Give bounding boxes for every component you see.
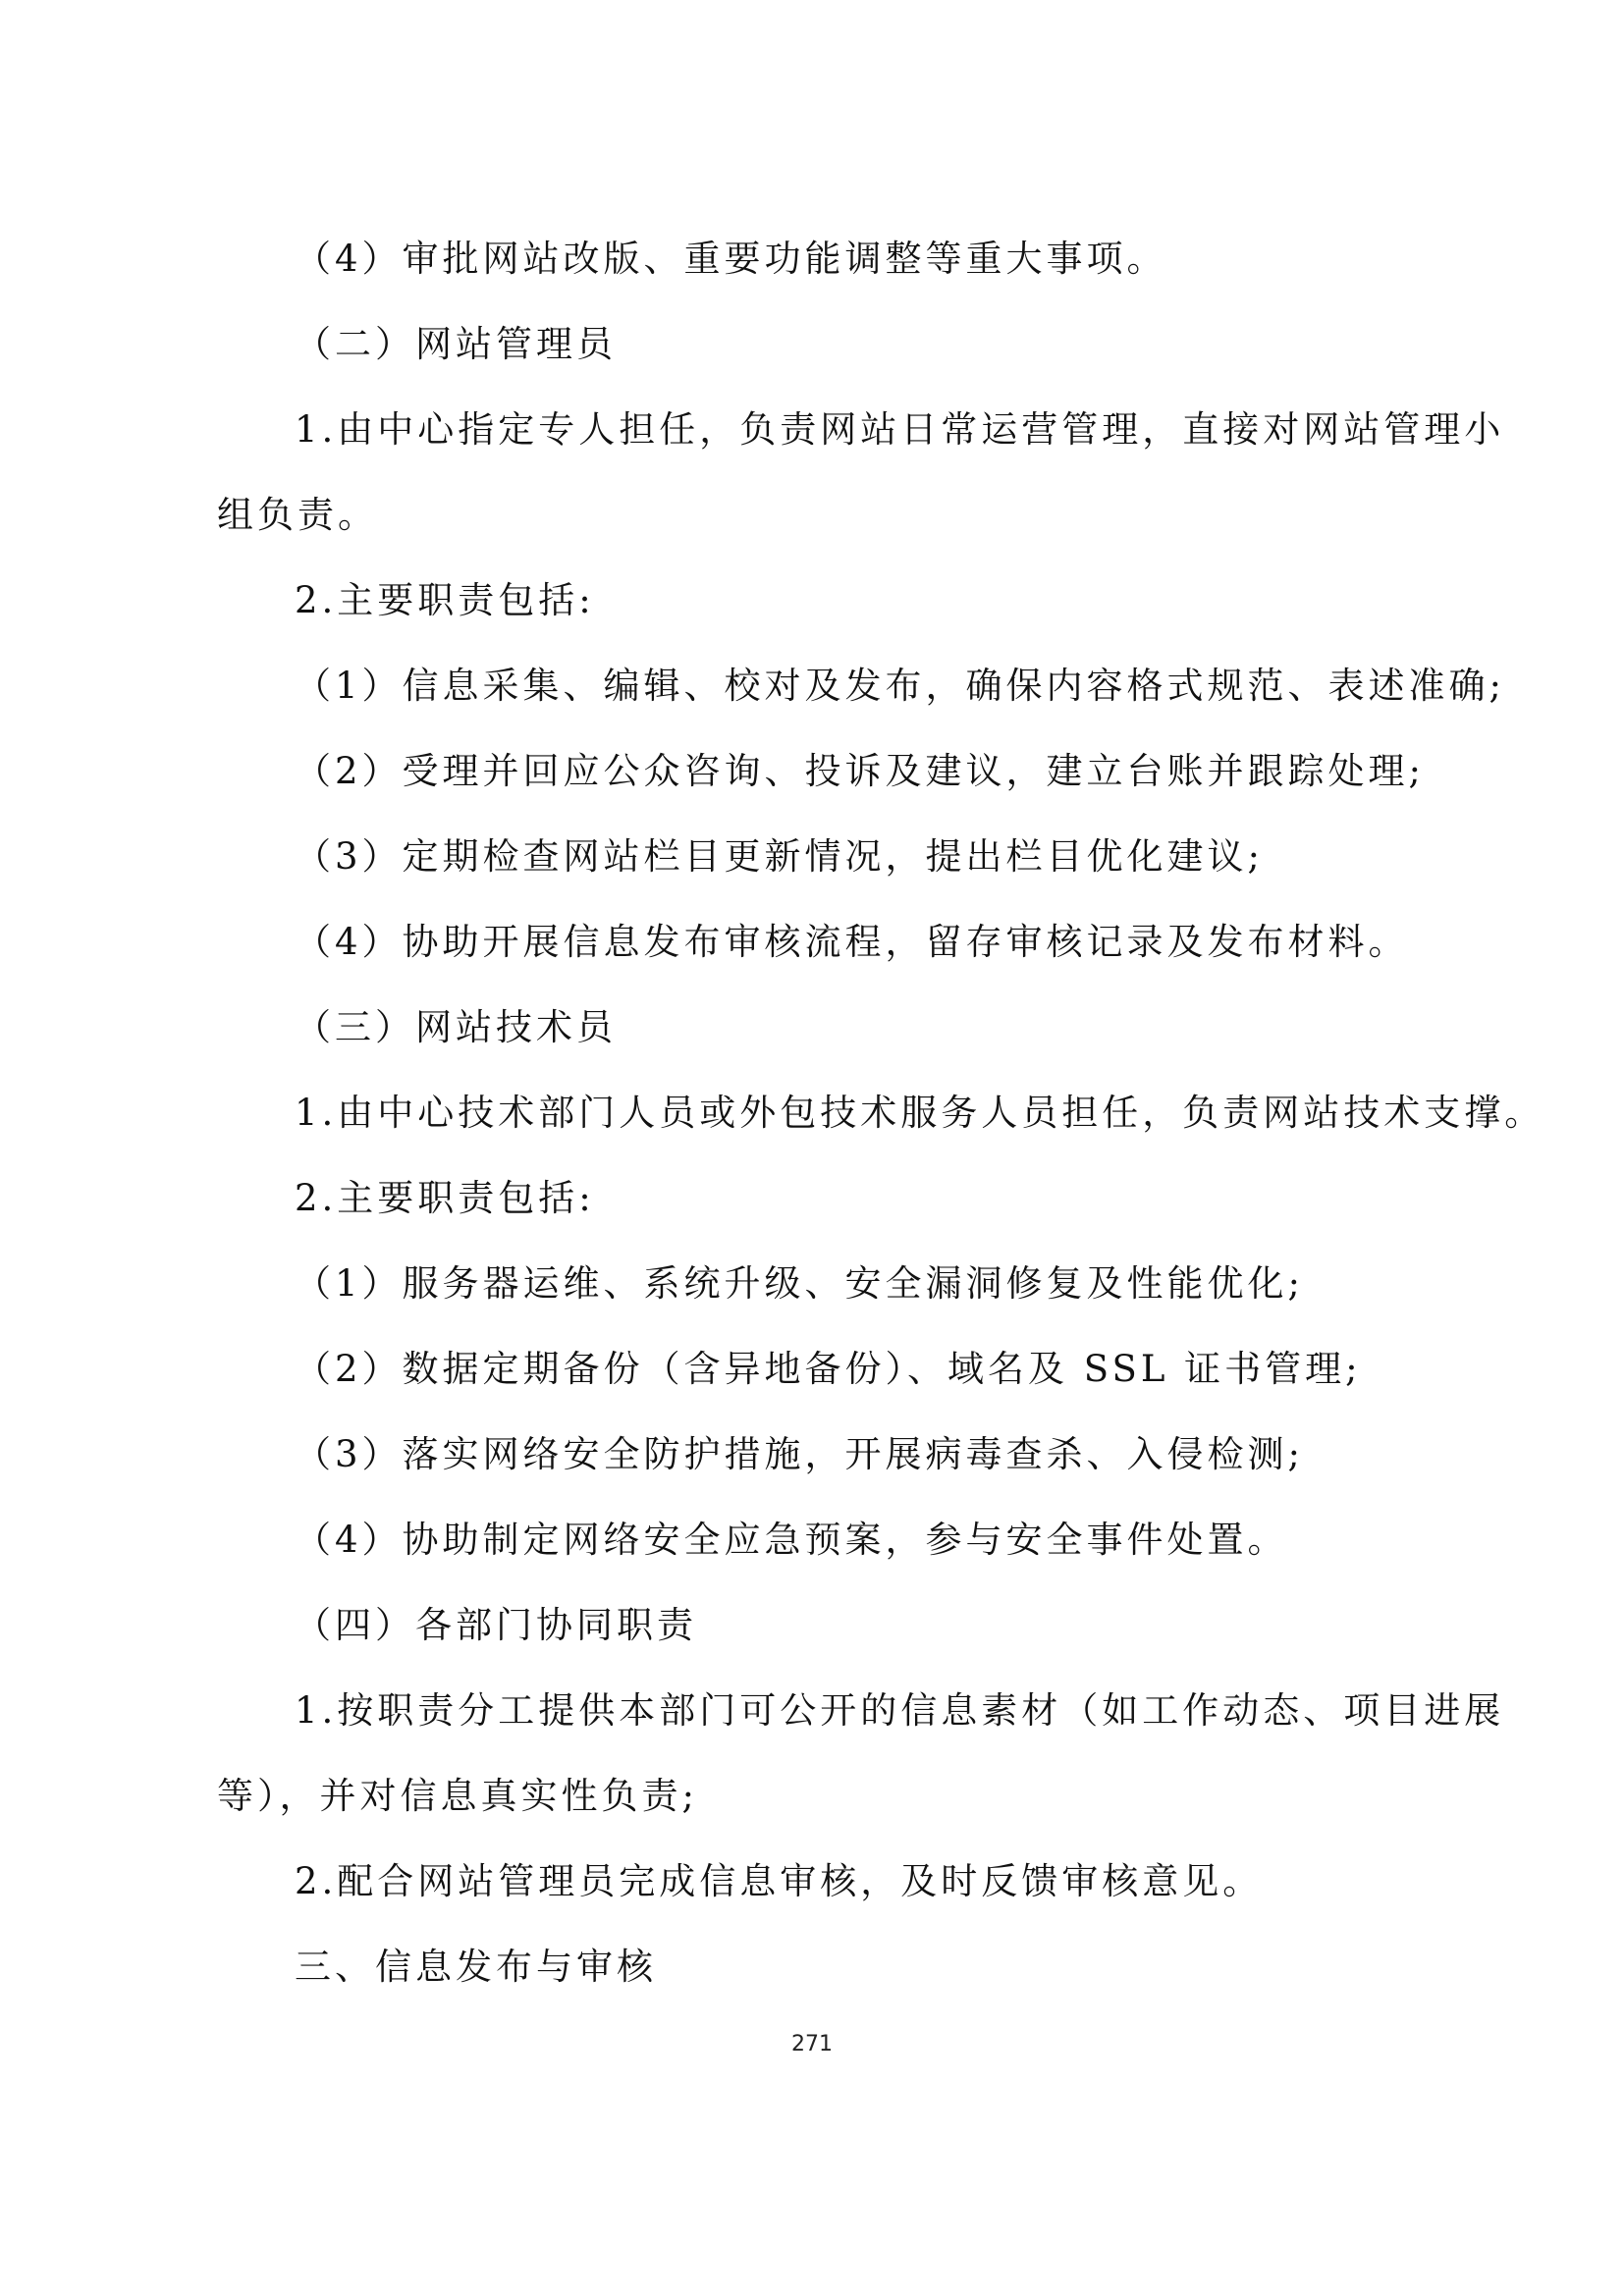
item-server-operations: （1）服务器运维、系统升级、安全漏洞修复及性能优化; — [295, 1262, 1305, 1305]
section-heading-website-administrator: （二）网站管理员 — [295, 323, 617, 365]
paragraph-assist-review: 2.配合网站管理员完成信息审核，及时反馈审核意见。 — [295, 1860, 1264, 1902]
section-heading-website-technician: （三）网站技术员 — [295, 1006, 617, 1048]
section-heading-information-release: 三、信息发布与审核 — [295, 1946, 657, 1988]
item-emergency-plan: （4）协助制定网络安全应急预案，参与安全事件处置。 — [295, 1519, 1288, 1561]
item-review-process: （4）协助开展信息发布审核流程，留存审核记录及发布材料。 — [295, 921, 1409, 963]
section-heading-department-duties: （四）各部门协同职责 — [295, 1604, 697, 1646]
paragraph-technician-duties-heading: 2.主要职责包括: — [295, 1177, 595, 1219]
page-number: 271 — [791, 2032, 833, 2056]
item-column-inspection: （3）定期检查网站栏目更新情况，提出栏目优化建议; — [295, 835, 1265, 878]
paragraph-provide-materials-continued: 等），并对信息真实性负责; — [217, 1775, 698, 1817]
item-security-measures: （3）落实网络安全防护措施，开展病毒查杀、入侵检测; — [295, 1433, 1305, 1475]
paragraph-provide-materials: 1.按职责分工提供本部门可公开的信息素材（如工作动态、项目进展 — [295, 1689, 1505, 1732]
paragraph-technician-appointment: 1.由中心技术部门人员或外包技术服务人员担任，负责网站技术支撑。 — [295, 1092, 1545, 1134]
item-data-backup: （2）数据定期备份（含异地备份）、域名及 SSL 证书管理; — [295, 1348, 1362, 1390]
paragraph-administrator-appointment-continued: 组负责。 — [217, 494, 378, 536]
item-public-inquiries: （2）受理并回应公众咨询、投诉及建议，建立台账并跟踪处理; — [295, 750, 1426, 792]
item-approve-major-matters: （4）审批网站改版、重要功能调整等重大事项。 — [295, 238, 1167, 280]
paragraph-administrator-appointment: 1.由中心指定专人担任，负责网站日常运营管理，直接对网站管理小 — [295, 408, 1505, 451]
paragraph-main-duties-heading: 2.主要职责包括: — [295, 579, 595, 621]
item-information-collection: （1）信息采集、编辑、校对及发布，确保内容格式规范、表述准确; — [295, 665, 1506, 707]
